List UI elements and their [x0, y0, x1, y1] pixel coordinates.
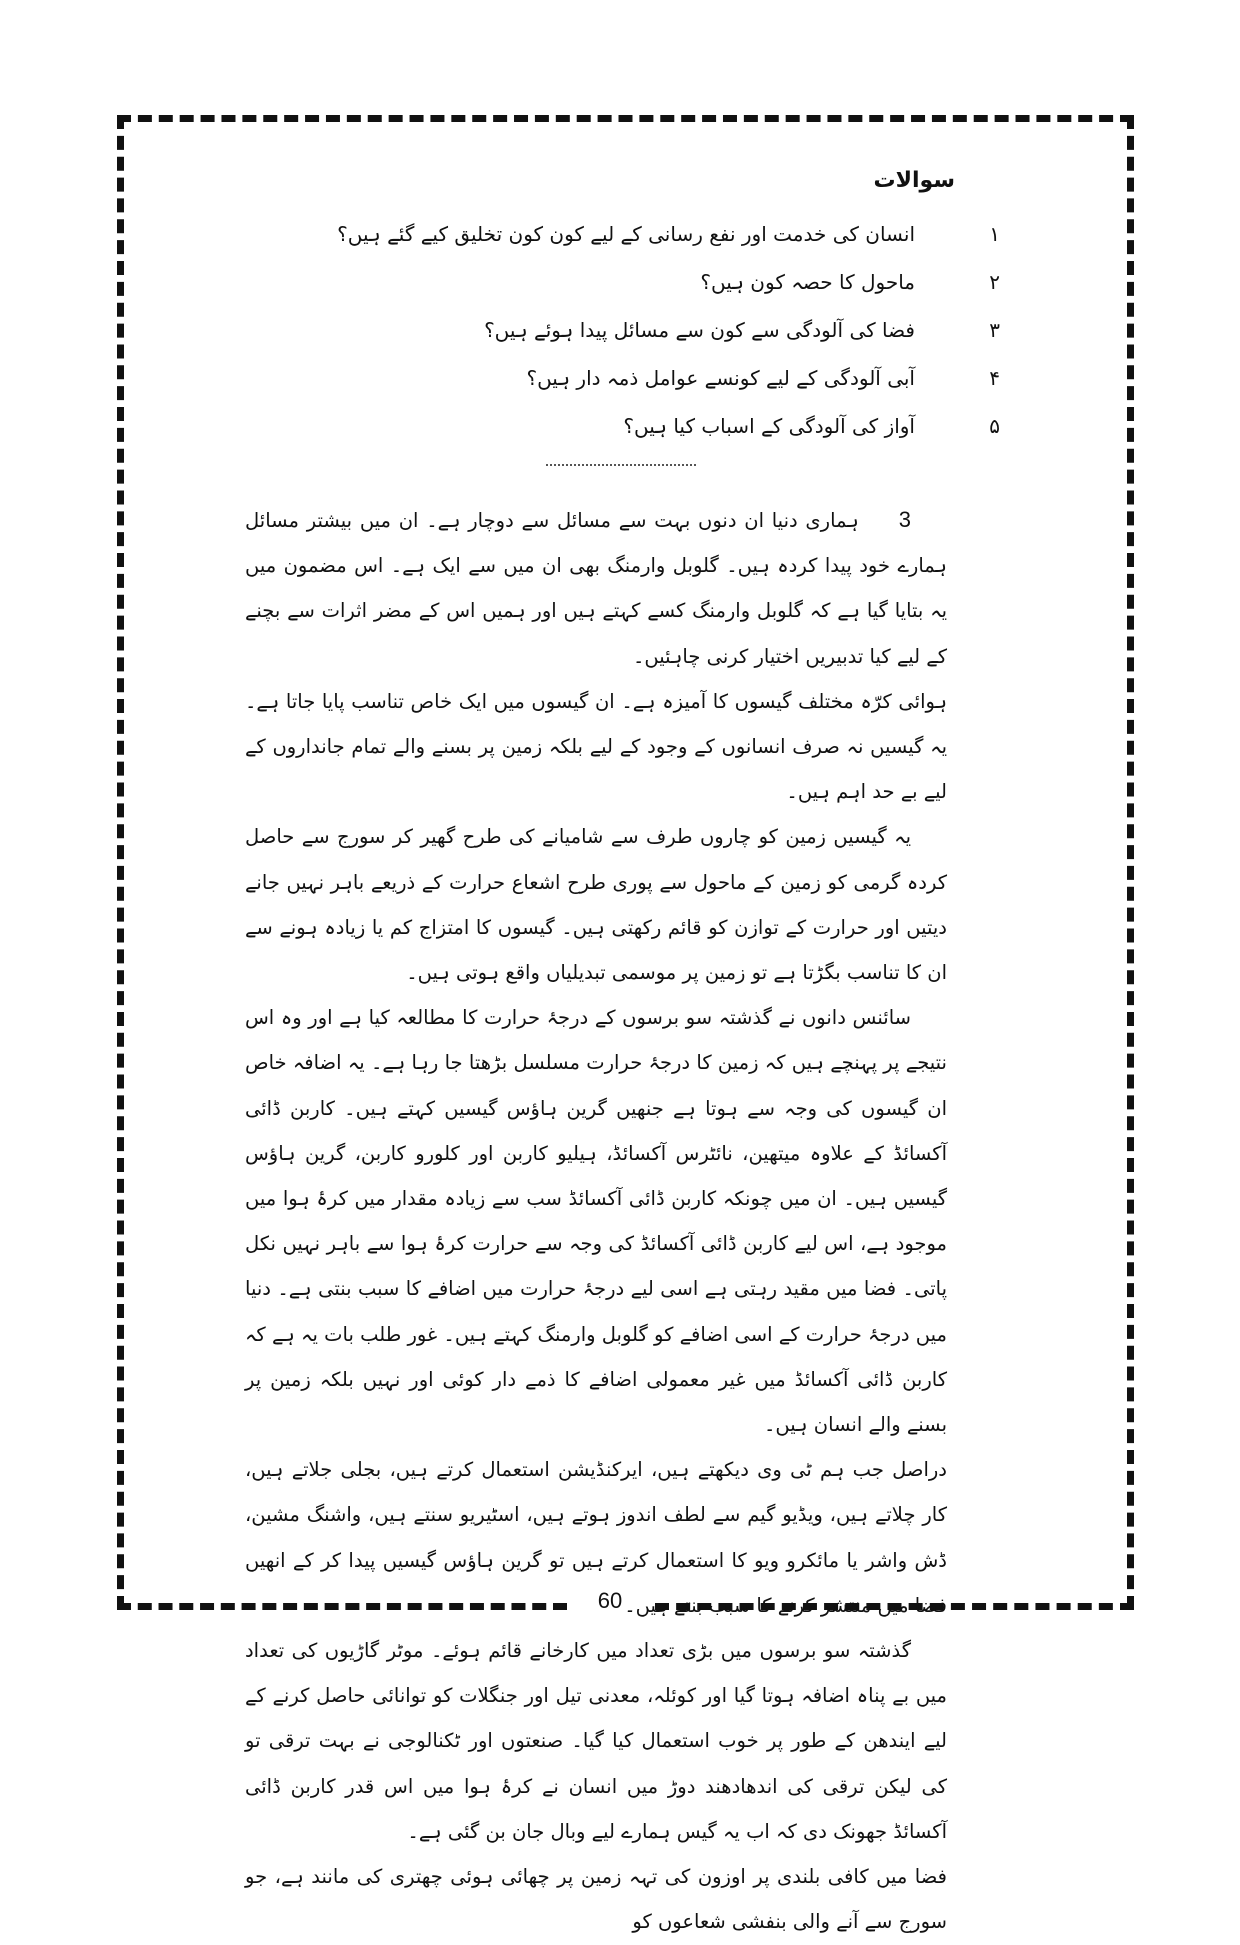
question-item: [240, 354, 1000, 402]
page-number: 60: [597, 1588, 623, 1613]
paragraph: گذشتہ سو برسوں میں بڑی تعداد میں کارخانے قائم ہوئے۔ موٹر گاڑیوں کی تعداد میں بے پناہ اضافہ ہوتا گیا اور کوئلہ، معدنی تیل اور جنگلات کو توانائی حاصل کرنے کے لیے ایندھن کے طور پر خوب استعمال کیا گیا۔ صنعتوں اور ٹکنالوجی نے بہت ترقی تو کی لیکن ترقی کی اندھادھند دوڑ میں انسان نے کرۂ ہوا میں اس قدر کاربن ڈائی آکسائڈ جھونک دی کہ اب یہ گیس ہمارے لیے وبال جان بن گئی ہے۔: [245, 1639, 947, 1843]
question-item: [240, 210, 1000, 258]
question-text: آبی آلودگی کے لیے کونسے عوامل ذمہ دار ہیں؟: [526, 366, 915, 390]
paragraph-number: 3: [898, 507, 911, 532]
question-number: ۲: [989, 270, 1000, 294]
page-border-left: [117, 115, 124, 1610]
question-item: [240, 402, 1000, 450]
question-number: ۵: [989, 414, 1000, 438]
essay-body: [245, 497, 947, 1945]
paragraph: [245, 497, 947, 679]
paragraph: فضا میں کافی بلندی پر اوزون کی تہہ زمین پر چھائی ہوئی چھتری کی مانند ہے، جو سورج سے آنے والی بنفشی شعاعوں کو: [245, 1865, 947, 1934]
questions-heading: سوالات: [873, 168, 955, 193]
page-border-top: [117, 115, 1134, 122]
paragraph: دراصل جب ہم ٹی وی دیکھتے ہیں، ایرکنڈیشن استعمال کرتے ہیں، بجلی جلاتے ہیں، کار چلاتے ہیں، ویڈیو گیم سے لطف اندوز ہوتے ہیں، اسٹیریو سنتے ہیں، واشنگ مشین، ڈش واشر یا مائکرو ویو کا استعمال کرتے ہیں تو گرین ہاؤس گیسیں پیدا کر کے انھیں فضا میں منتشر کرنے کا سبب بنتے ہیں۔: [245, 1458, 947, 1617]
section-divider: [546, 464, 696, 466]
question-item: [240, 258, 1000, 306]
question-text: ماحول کا حصہ کون ہیں؟: [700, 270, 915, 294]
question-number: ۴: [989, 366, 1000, 390]
paragraph: سائنس دانوں نے گذشتہ سو برسوں کے درجۂ حرارت کا مطالعہ کیا ہے اور وہ اس نتیجے پر پہنچے ہیں کہ زمین کا درجۂ حرارت مسلسل بڑھتا جا رہا ہے۔ یہ اضافہ خاص ان گیسوں کی وجہ سے ہوتا ہے جنھیں گرین ہاؤس گیسیں کہتے ہیں۔ کاربن ڈائی آکسائڈ کے علاوہ میتھین، نائٹرس آکسائڈ، ہیلیو کاربن اور کلورو کاربن، گرین ہاؤس گیسیں ہیں۔ ان میں چونکہ کاربن ڈائی آکسائڈ سب سے زیادہ مقدار میں کرۂ ہوا میں موجود ہے، اس لیے کاربن ڈائی آکسائڈ کی وجہ سے حرارت کرۂ ہوا سے باہر نہیں نکل پاتی۔ فضا میں مقید رہتی ہے اسی لیے درجۂ حرارت میں اضافے کا سبب بنتی ہے۔ دنیا میں درجۂ حرارت کے اسی اضافے کو گلوبل وارمنگ کہتے ہیں۔ غور طلب بات یہ ہے کہ کاربن ڈائی آکسائڈ میں غیر معمولی اضافے کا ذمے دار کوئی اور نہیں بلکہ زمین پر بسنے والے انسان ہیں۔: [245, 1006, 947, 1437]
paragraph: یہ گیسیں زمین کو چاروں طرف سے شامیانے کی طرح گھیر کر سورج سے حاصل کردہ گرمی کو زمین کے ماحول سے پوری طرح اشعاع حرارت کے ذریعے باہر نہیں جانے دیتیں اور حرارت کے توازن کو قائم رکھتی ہیں۔ گیسوں کا امتزاج کم یا زیادہ ہونے سے ان کا تناسب بگڑتا ہے تو زمین پر موسمی تبدیلیاں واقع ہوتی ہیں۔: [245, 825, 947, 985]
question-number: ۳: [989, 318, 1000, 342]
paragraph-text: ہماری دنیا ان دنوں بہت سے مسائل سے دوچار ہے۔ ان میں بیشتر مسائل ہمارے خود پیدا کردہ ہیں۔ گلوبل وارمنگ بھی ان میں سے ایک ہے۔ اس مضمون میں یہ بتایا گیا ہے کہ گلوبل وارمنگ کسے کہتے ہیں اور ہمیں اس کے مضر اثرات سے بچنے کے لیے کیا تدبیریں اختیار کرنی چاہئیں۔: [245, 509, 947, 668]
paragraph: ہوائی کرّہ مختلف گیسوں کا آمیزہ ہے۔ ان گیسوں میں ایک خاص تناسب پایا جاتا ہے۔ یہ گیسیں نہ صرف انسانوں کے وجود کے لیے بلکہ زمین پر بسنے والے تمام جانداروں کے لیے بے حد اہم ہیں۔: [245, 689, 947, 804]
questions-list: [240, 210, 1000, 450]
page-border-right: [1127, 115, 1134, 1610]
question-number: ۱: [989, 222, 1000, 246]
question-text: آواز کی آلودگی کے اسباب کیا ہیں؟: [623, 414, 915, 438]
question-item: [240, 306, 1000, 354]
question-text: فضا کی آلودگی سے کون سے مسائل پیدا ہوئے ہیں؟: [484, 318, 915, 342]
question-text: انسان کی خدمت اور نفع رسانی کے لیے کون کون تخلیق کیے گئے ہیں؟: [337, 222, 915, 246]
